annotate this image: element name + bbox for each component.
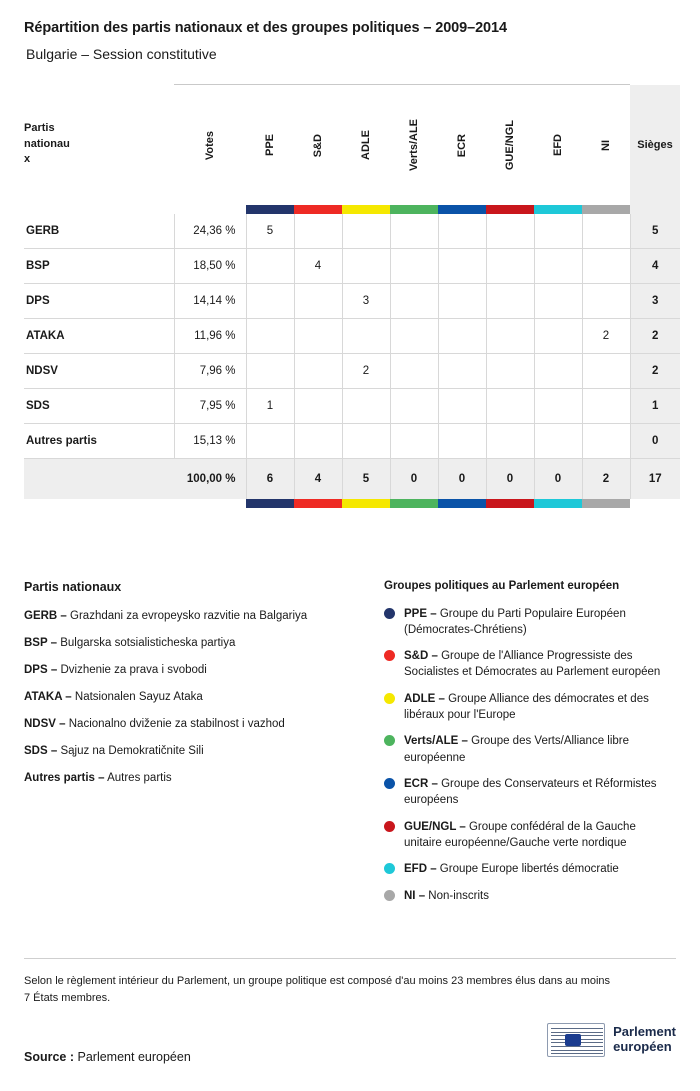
- header-group-sd-label: S&D: [312, 133, 324, 157]
- table-total-row: [24, 459, 680, 499]
- table-row: [24, 319, 680, 354]
- row-seat-ni: [582, 249, 630, 284]
- logo-text: [613, 1025, 676, 1055]
- legend-party-abbr: DPS –: [24, 663, 58, 676]
- table-row: [24, 214, 680, 249]
- row-seat-adle: [342, 249, 390, 284]
- group-colorbar-bottom: [24, 499, 680, 508]
- group-color-dot-icon: [384, 890, 395, 901]
- legend-group-abbr: S&D –: [404, 650, 438, 663]
- colorbar-bottom-sd: [294, 499, 342, 508]
- row-seat-ecr: [438, 389, 486, 424]
- colorbar-bottom-adle: [342, 499, 390, 508]
- legend-group-item: [384, 776, 674, 809]
- legend-group-abbr: ADLE –: [404, 692, 445, 705]
- footnote-text: Selon le règlement intérieur du Parlement, un groupe politique est composé d'au moins 23 membres élus dans au moins 7 États membres.: [24, 975, 611, 1004]
- row-party-dps: DPS: [24, 284, 174, 319]
- row-seat-ecr: [438, 284, 486, 319]
- row-seat-s-d: [294, 389, 342, 424]
- table-header-row: [24, 85, 680, 205]
- colorbar-bottom-verts-ale: [390, 499, 438, 508]
- colorbar-bottom-efd: [534, 499, 582, 508]
- header-seats: Sièges: [630, 85, 680, 205]
- header-group-sd: [294, 85, 342, 205]
- legend-party-abbr: SDS –: [24, 744, 58, 757]
- european-parliament-logo: [547, 1023, 676, 1057]
- legend-group-text: [404, 819, 674, 852]
- row-seat-adle: [342, 214, 390, 249]
- group-colorbar-top: [24, 205, 680, 214]
- row-votes: 15,13 %: [174, 424, 246, 459]
- total-seats: 17: [630, 459, 680, 499]
- table-row: [24, 354, 680, 389]
- header-group-ni-label: NI: [600, 139, 612, 151]
- legend-party-item: [24, 770, 362, 786]
- row-seat-adle: 2: [342, 354, 390, 389]
- header-group-ecr: [438, 85, 486, 205]
- row-votes: 11,96 %: [174, 319, 246, 354]
- row-seat-gue-ngl: [486, 284, 534, 319]
- row-seat-efd: [534, 354, 582, 389]
- row-seat-adle: [342, 424, 390, 459]
- source-value: Parlement européen: [77, 1050, 191, 1065]
- colorbar-adle: [342, 205, 390, 214]
- row-total-seats: 5: [630, 214, 680, 249]
- row-seat-efd: [534, 424, 582, 459]
- colorbar-verts-ale: [390, 205, 438, 214]
- page-subtitle: Bulgarie – Session constitutive: [26, 46, 217, 62]
- row-seat-ppe: [246, 284, 294, 319]
- row-seat-gue-ngl: [486, 389, 534, 424]
- row-seat-verts-ale: [390, 424, 438, 459]
- legend-group-abbr: EFD –: [404, 863, 437, 876]
- header-votes: [174, 85, 246, 205]
- legend-party-item: [24, 689, 362, 705]
- total-ecr: 0: [438, 459, 486, 499]
- row-total-seats: 2: [630, 319, 680, 354]
- legend-group-item: [384, 606, 674, 639]
- header-group-adle-label: ADLE: [360, 130, 372, 161]
- row-party-sds: SDS: [24, 389, 174, 424]
- row-seat-efd: [534, 389, 582, 424]
- row-seat-ppe: [246, 424, 294, 459]
- row-seat-ecr: [438, 249, 486, 284]
- colorbar-ecr: [438, 205, 486, 214]
- legend-group-full: Groupe des Verts/Alliance libre européenne: [404, 735, 630, 764]
- row-seat-ecr: [438, 214, 486, 249]
- results-table: [24, 84, 680, 508]
- colorbar-ppe: [246, 205, 294, 214]
- total-adle: 5: [342, 459, 390, 499]
- header-group-adle: [342, 85, 390, 205]
- row-total-seats: 1: [630, 389, 680, 424]
- source-label: Source :: [24, 1050, 75, 1065]
- row-seat-ni: [582, 354, 630, 389]
- legend-section: [0, 508, 700, 915]
- legend-group-full: Groupe des Conservateurs et Réformistes européens: [404, 778, 657, 807]
- row-seat-ppe: [246, 354, 294, 389]
- table-row: [24, 424, 680, 459]
- row-votes: 14,14 %: [174, 284, 246, 319]
- row-party-ataka: ATAKA: [24, 319, 174, 354]
- legend-group-abbr: Verts/ALE –: [404, 735, 468, 748]
- legend-party-item: [24, 635, 362, 651]
- row-seat-efd: [534, 319, 582, 354]
- row-seat-adle: [342, 389, 390, 424]
- legend-group-full: Groupe de l'Alliance Progressiste des Socialistes et Démocrates au Parlement européen: [404, 650, 661, 679]
- legend-groups-title: Groupes politiques au Parlement européen: [384, 579, 620, 592]
- colorbar-gue-ngl: [486, 205, 534, 214]
- row-total-seats: 0: [630, 424, 680, 459]
- total-sd: 4: [294, 459, 342, 499]
- logo-line-2: européen: [613, 1039, 672, 1054]
- legend-party-item: [24, 608, 362, 624]
- row-votes: 7,95 %: [174, 389, 246, 424]
- group-color-dot-icon: [384, 608, 395, 619]
- row-seat-gue-ngl: [486, 354, 534, 389]
- legend-group-text: [404, 888, 489, 904]
- row-votes: 18,50 %: [174, 249, 246, 284]
- header-group-verts-ale: [390, 85, 438, 205]
- total-verts-ale: 0: [390, 459, 438, 499]
- logo-line-1: Parlement: [613, 1024, 676, 1040]
- row-seat-s-d: [294, 214, 342, 249]
- row-seat-verts-ale: [390, 319, 438, 354]
- row-seat-ni: [582, 424, 630, 459]
- row-seat-gue-ngl: [486, 319, 534, 354]
- legend-party-abbr: NDSV –: [24, 717, 66, 730]
- header-group-gue-ngl-label: GUE/NGL: [504, 120, 516, 171]
- row-seat-s-d: [294, 354, 342, 389]
- group-color-dot-icon: [384, 778, 395, 789]
- legend-party-item: [24, 716, 362, 732]
- legend-group-abbr: NI –: [404, 889, 426, 902]
- row-votes: 24,36 %: [174, 214, 246, 249]
- legend-party-full: Autres partis: [107, 772, 172, 785]
- legend-group-full: Non-inscrits: [428, 889, 490, 902]
- legend-group-item: [384, 648, 674, 681]
- row-total-seats: 3: [630, 284, 680, 319]
- colorbar-bottom-ecr: [438, 499, 486, 508]
- row-seat-ppe: [246, 249, 294, 284]
- total-gue-ngl: 0: [486, 459, 534, 499]
- row-party-bsp: BSP: [24, 249, 174, 284]
- results-table-container: [0, 62, 700, 508]
- legend-group-text: [404, 648, 674, 681]
- legend-group-item: [384, 861, 674, 877]
- row-seat-s-d: [294, 424, 342, 459]
- legend-party-full: Bulgarska sotsialisticheska partiya: [60, 636, 236, 649]
- total-efd: 0: [534, 459, 582, 499]
- row-seat-efd: [534, 249, 582, 284]
- header-group-efd-label: EFD: [552, 134, 564, 157]
- legend-group-item: [384, 819, 674, 852]
- row-votes: 7,96 %: [174, 354, 246, 389]
- legend-groups: [384, 580, 674, 915]
- colorbar-bottom-gue-ngl: [486, 499, 534, 508]
- row-seat-verts-ale: [390, 214, 438, 249]
- parliament-flag-icon: [547, 1023, 605, 1057]
- row-seat-s-d: [294, 319, 342, 354]
- total-label: [24, 459, 174, 499]
- row-seat-adle: [342, 319, 390, 354]
- header-parties: [24, 85, 174, 205]
- row-seat-verts-ale: [390, 354, 438, 389]
- header-group-verts-ale-label: Verts/ALE: [408, 119, 420, 172]
- legend-party-item: [24, 743, 362, 759]
- row-seat-verts-ale: [390, 249, 438, 284]
- legend-party-full: Dvizhenie za prava i svobodi: [60, 663, 207, 676]
- header-parties-line-1: Partis: [24, 121, 55, 134]
- legend-group-abbr: PPE –: [404, 607, 437, 620]
- row-seat-ni: [582, 389, 630, 424]
- row-seat-ecr: [438, 319, 486, 354]
- legend-group-item: [384, 733, 674, 766]
- group-color-dot-icon: [384, 821, 395, 832]
- row-seat-ecr: [438, 424, 486, 459]
- row-seat-s-d: 4: [294, 249, 342, 284]
- row-seat-ppe: [246, 319, 294, 354]
- row-seat-efd: [534, 214, 582, 249]
- legend-group-text: [404, 861, 619, 877]
- header-parties-line-3: x: [24, 153, 31, 166]
- row-seat-gue-ngl: [486, 424, 534, 459]
- row-seat-ecr: [438, 354, 486, 389]
- legend-group-full: Groupe du Parti Populaire Européen (Démocrates-Chrétiens): [404, 607, 626, 636]
- legend-party-full: Sąjuz na Demokratičnite Sili: [60, 744, 204, 757]
- row-party-ndsv: NDSV: [24, 354, 174, 389]
- row-seat-ppe: 5: [246, 214, 294, 249]
- legend-group-full: Groupe Europe libertés démocratie: [439, 863, 619, 876]
- row-seat-ni: [582, 284, 630, 319]
- header-group-gue-ngl: [486, 85, 534, 205]
- legend-group-item: [384, 691, 674, 724]
- group-color-dot-icon: [384, 693, 395, 704]
- row-seat-verts-ale: [390, 284, 438, 319]
- legend-group-text: [404, 776, 674, 809]
- legend-party-item: [24, 662, 362, 678]
- colorbar-bottom-ppe: [246, 499, 294, 508]
- row-seat-ni: [582, 214, 630, 249]
- header-group-efd: [534, 85, 582, 205]
- legend-parties-title: Partis nationaux: [24, 579, 122, 594]
- legend-parties: [24, 580, 362, 915]
- colorbar-bottom-ni: [582, 499, 630, 508]
- header-group-ecr-label: ECR: [456, 133, 468, 157]
- legend-group-full: Groupe Alliance des démocrates et des libéraux pour l'Europe: [404, 692, 649, 722]
- legend-group-abbr: ECR –: [404, 778, 438, 791]
- row-seat-efd: [534, 284, 582, 319]
- page-title: Répartition des partis nationaux et des groupes politiques – 2009–2014: [24, 20, 507, 36]
- legend-group-item: [384, 888, 674, 904]
- legend-party-full: Nacionalno dviženie za stabilnost i vazhod: [68, 717, 285, 730]
- header-parties-line-2: nationau: [24, 137, 70, 150]
- row-seat-gue-ngl: [486, 249, 534, 284]
- legend-group-text: [404, 733, 674, 766]
- row-party-gerb: GERB: [24, 214, 174, 249]
- group-color-dot-icon: [384, 735, 395, 746]
- row-total-seats: 2: [630, 354, 680, 389]
- legend-group-full: Groupe confédéral de la Gauche unitaire européenne/Gauche verte nordique: [404, 820, 636, 850]
- colorbar-efd: [534, 205, 582, 214]
- table-row: [24, 249, 680, 284]
- legend-party-abbr: Autres partis –: [24, 772, 105, 785]
- header-votes-label: Votes: [204, 130, 216, 160]
- row-seat-s-d: [294, 284, 342, 319]
- legend-party-abbr: GERB –: [24, 609, 67, 622]
- row-party-autres-partis: Autres partis: [24, 424, 174, 459]
- header-group-ppe: [246, 85, 294, 205]
- header-group-ni: [582, 85, 630, 205]
- table-row: [24, 389, 680, 424]
- legend-group-abbr: GUE/NGL –: [404, 820, 466, 833]
- total-ppe: 6: [246, 459, 294, 499]
- colorbar-ni: [582, 205, 630, 214]
- total-ni: 2: [582, 459, 630, 499]
- row-total-seats: 4: [630, 249, 680, 284]
- legend-party-full: Grazhdani za evropeysko razvitie na Balgariya: [70, 609, 308, 622]
- table-row: [24, 284, 680, 319]
- legend-party-abbr: BSP –: [24, 636, 58, 649]
- colorbar-sd: [294, 205, 342, 214]
- row-seat-adle: 3: [342, 284, 390, 319]
- legend-group-text: [404, 691, 674, 724]
- row-seat-verts-ale: [390, 389, 438, 424]
- group-color-dot-icon: [384, 863, 395, 874]
- legend-group-text: [404, 606, 674, 639]
- row-seat-gue-ngl: [486, 214, 534, 249]
- total-votes: 100,00 %: [174, 459, 246, 499]
- legend-party-abbr: ATAKA –: [24, 690, 72, 703]
- row-seat-ni: 2: [582, 319, 630, 354]
- group-color-dot-icon: [384, 650, 395, 661]
- legend-party-full: Natsionalen Sayuz Ataka: [74, 690, 203, 703]
- row-seat-ppe: 1: [246, 389, 294, 424]
- header-group-ppe-label: PPE: [264, 134, 276, 157]
